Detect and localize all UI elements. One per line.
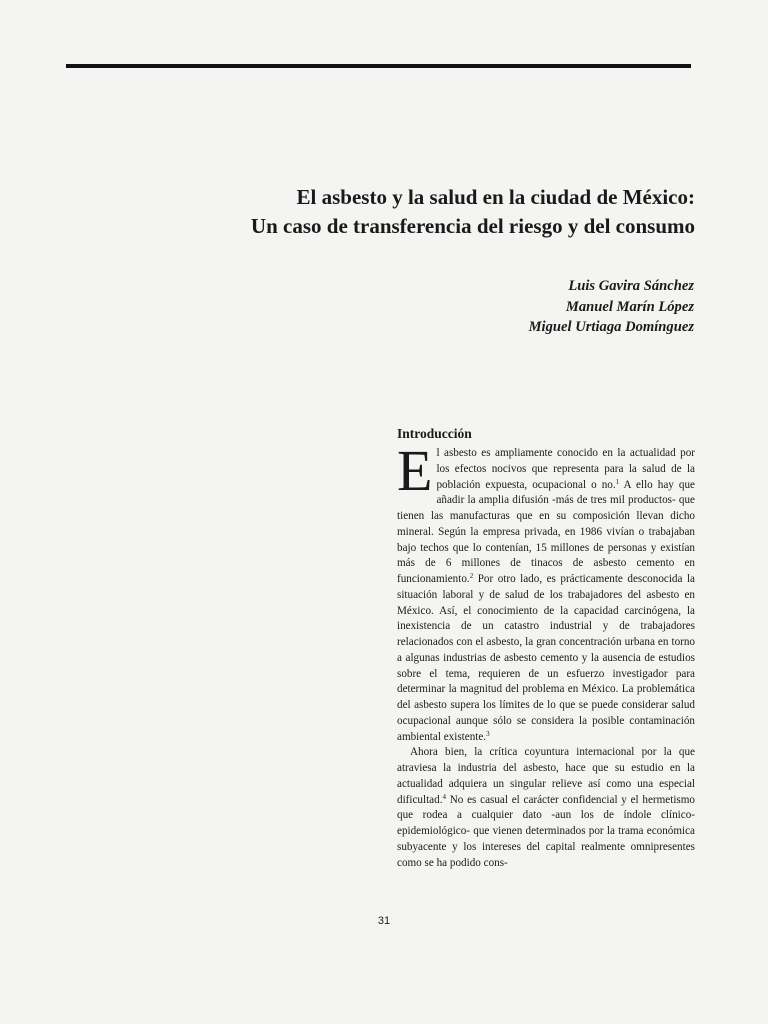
author-1: Luis Gavira Sánchez — [568, 278, 694, 294]
paragraph-2 — [397, 745, 695, 871]
author-list — [529, 276, 694, 338]
section-heading: Introducción — [397, 426, 472, 441]
footnote-ref-4[interactable]: 4 — [442, 792, 446, 801]
paragraph-1-text-b: A ello hay que añadir la amplia difusión -más de tres mil productos- que tienen las manufacturas que en su composición llevan dicho mineral. Según la empresa privada, en 1986 vivían o trabajaban bajo techos que lo contenían, 15 millones de personas y existían más de 6 millones de tinacos de asbesto cemento en funcionamiento. — [397, 478, 695, 585]
drop-cap: E — [397, 438, 433, 503]
article-title — [150, 183, 695, 241]
title-line-2: Un caso de transferencia del riesgo y del consumo — [250, 214, 695, 238]
page-number: 31 — [377, 915, 391, 927]
body-column — [397, 438, 695, 871]
paragraph-1-text-c: Por otro lado, es prácticamente desconocida la situación laboral y de salud de los trabajadores del asbesto en México. Así, el conocimiento de la capacidad carcinógena, la inexistencia de un catastro industrial y de trabajadores relacionados con el asbesto, la gran concentración urbana en torno a algunas industrias de asbesto cemento y la ausencia de estudios sobre el tema, requieren de un esfuerzo investigador para determinar la magnitud del problema en México. La problemática del asbesto supera los límites de lo que se puede considerar salud ocupacional aunque sólo se considera la posible contaminación ambiental existente. — [397, 573, 695, 743]
footnote-ref-3[interactable]: 3 — [486, 729, 490, 738]
author-3: Miguel Urtiaga Domínguez — [528, 319, 694, 335]
top-rule — [66, 64, 691, 68]
paragraph-1-text-a: l asbesto es ampliamente conocido en la actualidad por los efectos nocivos que representa para la salud de la población expuesta, ocupacional o no. — [436, 447, 695, 491]
title-line-1: El asbesto y la salud en la ciudad de México: — [296, 185, 695, 209]
footnote-ref-1[interactable]: 1 — [615, 477, 620, 486]
author-2: Manuel Marín López — [565, 298, 694, 315]
paragraph-2-text-a: Ahora bien, la crítica coyuntura internacional por la que atraviesa la industria del asbesto, hace que su estudio en la actualidad adquiera un singular relieve así como una especial dificultad. — [397, 746, 695, 806]
paragraph-1 — [397, 438, 695, 745]
paragraph-2-text-b: No es casual el carácter confidencial y el hermetismo que rodea a cualquier dato -aun los de índole clínico-epidemiológico- que vienen determinados por la trama económica subyacente y los intereses del capital realmente omnipresentes como se ha podido cons- — [397, 793, 695, 869]
footnote-ref-2[interactable]: 2 — [469, 572, 474, 580]
